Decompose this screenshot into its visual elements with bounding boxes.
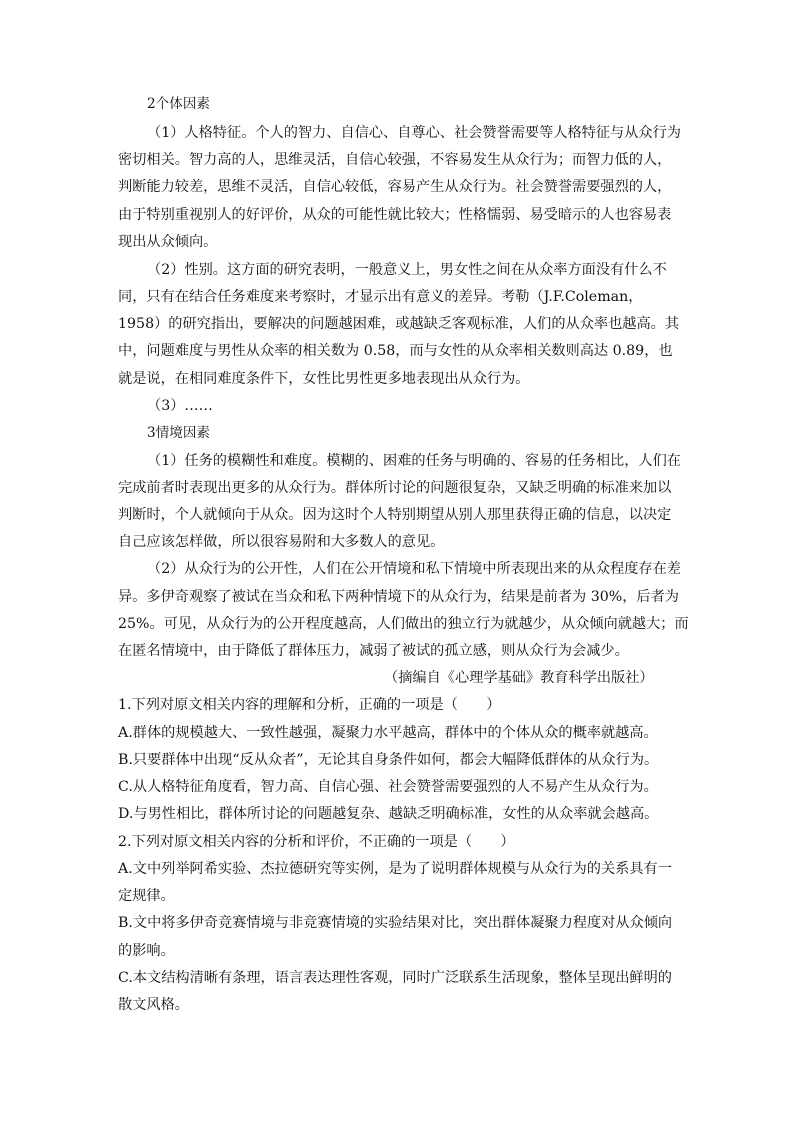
option-b: B.文中将多伊奇竞赛情境与非竞赛情境的实验结果对比，突出群体凝聚力程度对从众倾向	[118, 915, 673, 931]
source-citation: （摘编自《心理学基础》教育科学出版社）	[384, 670, 654, 686]
option-b-continued: 的影响。	[118, 943, 175, 959]
option-c: C.从人格特征角度看，智力高、自信心强、社会赞誉需要强烈的人不易产生从众行为。	[118, 779, 658, 795]
text-line: 25%。可见，从众行为的公开程度越高，人们做出的独立行为就越少，从众倾向就越大；而	[118, 616, 689, 632]
text-line: 现出从众倾向。	[118, 234, 218, 250]
section-title-individual: 2个体因素	[147, 96, 211, 112]
text-line: 判断能力较差，思维不灵活，自信心较低，容易产生从众行为。社会赞誉需要强烈的人，	[118, 179, 672, 195]
option-a: A.群体的规模越大、一致性越强，凝聚力水平越高，群体中的个体从众的概率就越高。	[118, 725, 658, 741]
option-a: A.文中列举阿希实验、杰拉德研究等实例，是为了说明群体规模与从众行为的关系具有一	[118, 861, 672, 877]
option-d: D.与男性相比，群体所讨论的问题越复杂、越缺乏明确标准，女性的从众率就会越高。	[118, 806, 659, 822]
paragraph-ellipsis: （3）……	[147, 398, 213, 414]
text-line: 就是说，在相同难度条件下，女性比男性更多地表现出从众行为。	[118, 371, 530, 387]
text-line: 同，只有在结合任务难度来考察时，才显示出有意义的差异。考勒（J.F.Coleman，	[118, 289, 643, 305]
option-c-continued: 散文风格。	[118, 997, 189, 1013]
text-line: 1958）的研究指出，要解决的问题越困难，或越缺乏客观标准，人们的从众率也越高。其	[118, 316, 680, 332]
question-stem: 2.下列对原文相关内容的分析和评价，不正确的一项是（ ）	[118, 834, 515, 850]
text-line: 在匿名情境中，由于降低了群体压力，减弱了被试的孤立感，则从众行为会减少。	[118, 643, 629, 659]
question-stem: 1.下列对原文相关内容的理解和分析，正确的一项是（ ）	[118, 697, 501, 713]
text-line: （1）人格特征。个人的智力、自信心、自尊心、社会赞誉需要等人格特征与从众行为	[147, 125, 681, 141]
text-line: 异。多伊奇观察了被试在当众和私下两种情境下的从众行为，结果是前者为 30%，后者为	[118, 589, 679, 605]
text-line: 中，问题难度与男性从众率的相关数为 0.58，而与女性的从众率相关数则高达 0.89，也	[118, 343, 673, 359]
text-line: 判断时，个人就倾向于从众。因为这时个人特别期望从别人那里获得正确的信息，以决定	[118, 507, 672, 523]
option-b: B.只要群体中出现“反从众者”，无论其自身条件如何，都会大幅降低群体的从众行为。	[118, 752, 659, 768]
text-line: （2）从众行为的公开性，人们在公开情境和私下情境中所表现出来的从众程度存在差	[147, 561, 681, 577]
text-line: 由于特别重视别人的好评价，从众的可能性就比较大；性格懦弱、易受暗示的人也容易表	[118, 207, 672, 223]
section-title-situational: 3情境因素	[147, 425, 211, 441]
text-line: （1）任务的模糊性和难度。模糊的、困难的任务与明确的、容易的任务相比，人们在	[147, 453, 681, 469]
option-c: C.本文结构清晰有条理，语言表达理性客观，同时广泛联系生活现象，整体呈现出鲜明的	[118, 970, 672, 986]
text-line: （2）性别。这方面的研究表明，一般意义上，男女性之间在从众率方面没有什么不	[147, 262, 667, 278]
text-line: 完成前者时表现出更多的从众行为。群体所讨论的问题很复杂，又缺乏明确的标准来加以	[118, 480, 672, 496]
option-a-continued: 定规律。	[118, 888, 175, 904]
text-line: 密切相关。智力高的人，思维灵活，自信心较强，不容易发生从众行为；而智力低的人，	[118, 152, 672, 168]
text-line: 自己应该怎样做，所以很容易附和大多数人的意见。	[118, 534, 445, 550]
